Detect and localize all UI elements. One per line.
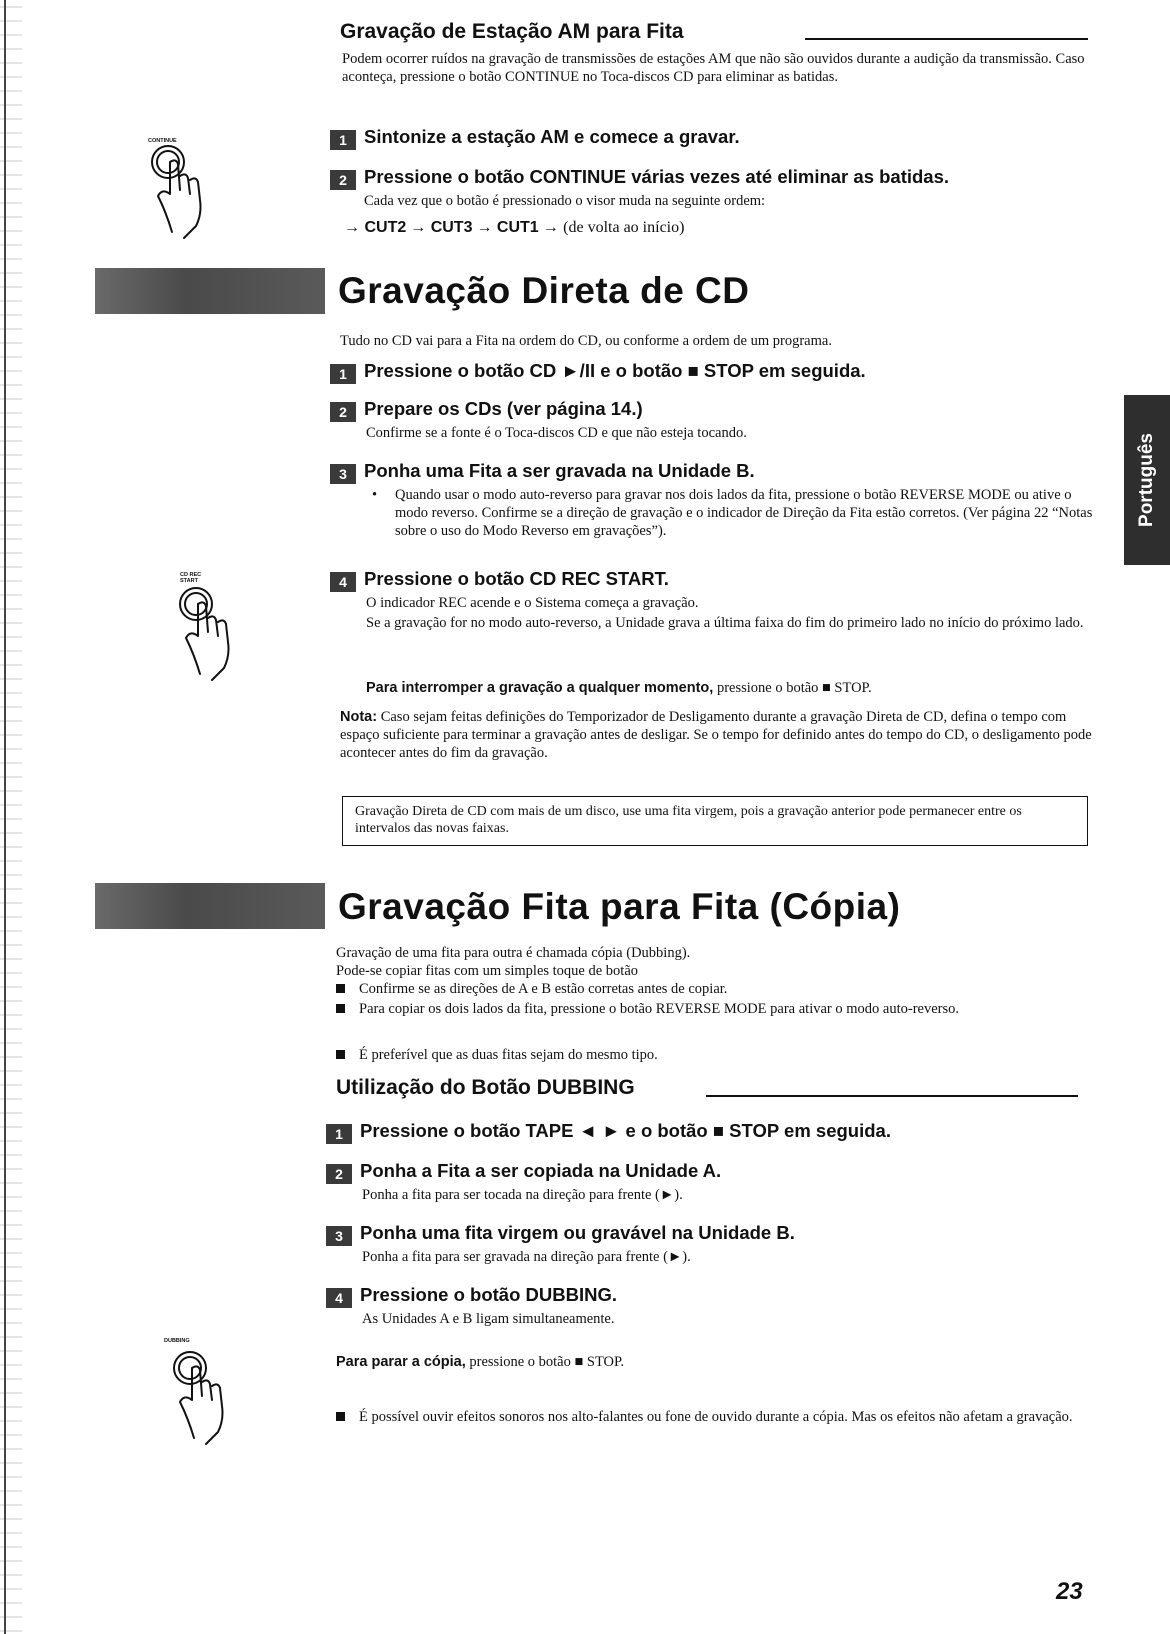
copy-step-3-text: Ponha a fita para ser gravada na direção para frente (►). [362,1249,691,1265]
cd-info-box-text: Gravação Direta de CD com mais de um disco, use uma fita virgem, pois a gravação anterior pode permanecer entre os intervalos das novas faixas. [355,804,1022,836]
step-number: 1 [330,130,356,150]
copy-final-note [336,1408,1099,1426]
copy-section-title: Gravação Fita para Fita (Cópia) [338,886,901,927]
step-number: 3 [330,464,356,484]
cd-interrupt-line [366,680,872,697]
step-number: 4 [326,1288,352,1308]
step-number: 3 [326,1226,352,1246]
sequence-item: CUT2 [364,219,407,236]
cd-step-3 [330,460,755,484]
copy-step-4-text: As Unidades A e B ligam simultaneamente. [362,1311,615,1327]
cd-step-2-text: Confirme se a fonte é o Toca-discos CD e que não esteja tocando. [366,425,747,441]
cd-interrupt-bold: Para interromper a gravação a qualquer momento, [366,680,714,696]
sequence-item: CUT3 [430,219,473,236]
dubbing-icon-label: DUBBING [164,1338,190,1344]
cd-section-bar [95,268,325,314]
am-section-title: Gravação de Estação AM para Fita [340,20,684,43]
square-bullet-icon [336,1050,345,1059]
cd-note [340,708,1100,762]
sequence-item: CUT1 [496,219,539,236]
am-title-rule [805,38,1088,40]
cd-note-label: Nota: [340,709,378,725]
cd-step-3-bullet: Quando usar o modo auto-reverso para gravar nos dois lados da fita, pressione o botão REVERSE MODE ou ative o modo reverso. Confirme se a direção de gravação e o indicador de Direção da Fita estão corretos. (Ver página 22 “Notas sobre o uso do Modo Reverso em gravações”). [395,487,1093,539]
cd-step-4-text-2: Se a gravação for no modo auto-reverso, a Unidade grava a última faixa do fim do primeiro lado no início do próximo lado. [366,615,1084,631]
cd-rec-start-button-hand-icon [168,572,288,682]
copy-intro-1: Gravação de uma fita para outra é chamada cópia (Dubbing). [336,945,691,961]
am-step-2-text: Cada vez que o botão é pressionado o visor muda na seguinte ordem: [364,193,766,209]
language-side-tab [1124,395,1170,565]
step-number: 4 [330,572,356,592]
cd-rec-start-icon-label: CD REC START [180,572,202,584]
dubbing-button-hand-icon [162,1336,282,1446]
dubbing-subtitle: Utilização do Botão DUBBING [336,1076,635,1099]
side-tab-label: Português [1136,433,1157,527]
copy-step-2-text: Ponha a fita para ser tocada na direção para frente (►). [362,1187,683,1203]
cd-section-title: Gravação Direta de CD [338,270,750,311]
cd-interrupt-rest: pressione o botão ■ STOP. [716,680,872,696]
am-step-2-title: Pressione o botão CONTINUE várias vezes até eliminar as batidas. [364,166,950,187]
cd-step-2-title: Prepare os CDs (ver página 14.) [364,398,643,419]
copy-step-2 [326,1160,721,1184]
copy-bullet-3-text: É preferível que as duas fitas sejam do mesmo tipo. [359,1047,658,1063]
page-number: 23 [1056,1578,1083,1605]
step-number: 2 [330,402,356,422]
copy-bullet-2 [336,1000,1079,1018]
copy-bullet-2-text: Para copiar os dois lados da fita, pressione o botão REVERSE MODE para ativar o modo auto-reverso. [359,1001,959,1017]
step-number: 2 [326,1164,352,1184]
step-number: 1 [330,364,356,384]
cd-step-1-title: Pressione o botão CD ►/II e o botão ■ STOP em seguida. [364,360,866,381]
copy-section-bar [95,883,325,929]
copy-stop-bold: Para parar a cópia, [336,1354,466,1370]
step-number: 1 [326,1124,352,1144]
copy-step-1-title: Pressione o botão TAPE ◄ ► e o botão ■ STOP em seguida. [360,1120,891,1141]
copy-step-3 [326,1222,795,1246]
cd-step-3-title: Ponha uma Fita a ser gravada na Unidade B. [364,460,755,481]
square-bullet-icon [336,1004,345,1013]
copy-step-4 [326,1284,617,1308]
cd-info-box [342,796,1088,846]
cd-note-text: Caso sejam feitas definições do Temporizador de Desligamento durante a gravação Direta de CD, defina o tempo com espaço suficiente para terminar a gravação antes de desligar. Se o tempo for definido antes do tempo do CD, o desligamento pode acontecer antes do fim da gravação. [340,709,1092,761]
copy-bullet-1-text: Confirme se as direções de A e B estão corretas antes de copiar. [359,981,728,997]
cd-step-1 [330,360,866,384]
cd-intro-text: Tudo no CD vai para a Fita na ordem do CD, ou conforme a ordem de um programa. [340,333,832,349]
continue-button-hand-icon [140,130,260,240]
am-intro-text: Podem ocorrer ruídos na gravação de transmissões de estações AM que não são ouvidos durante a audição da transmissão. Caso aconteça, pressione o botão CONTINUE no Toca-discos CD para eliminar as batidas. [342,51,1085,85]
copy-stop-line [336,1354,624,1371]
dubbing-subtitle-rule [706,1095,1078,1097]
cd-step-4-title: Pressione o botão CD REC START. [364,568,669,589]
cd-step-3-bullet-dot: • [372,487,378,503]
copy-intro-2: Pode-se copiar fitas com um simples toque de botão [336,963,639,979]
continue-icon-label: CONTINUE [148,138,177,144]
cd-step-4-text-1: O indicador REC acende e o Sistema começa a gravação. [366,595,699,611]
copy-step-2-title: Ponha a Fita a ser copiada na Unidade A. [360,1160,722,1181]
am-step-1 [330,126,740,150]
sequence-end: (de volta ao início) [563,219,685,236]
copy-step-1 [326,1120,891,1144]
copy-final-note-text: É possível ouvir efeitos sonoros nos alto-falantes ou fone de ouvido durante a cópia. Mas os efeitos não afetam a gravação. [359,1409,1073,1425]
page-binding-line [4,0,6,1634]
copy-stop-rest: pressione o botão ■ STOP. [469,1354,625,1370]
am-step-2 [330,166,949,190]
cut-sequence: → CUT2 → CUT3 → CUT1 → (de volta ao início) [344,219,685,236]
copy-step-4-title: Pressione o botão DUBBING. [360,1284,617,1305]
copy-bullet-1 [336,980,1096,998]
square-bullet-icon [336,1412,345,1421]
copy-step-3-title: Ponha uma fita virgem ou gravável na Unidade B. [360,1222,795,1243]
square-bullet-icon [336,984,345,993]
am-step-1-title: Sintonize a estação AM e comece a gravar. [364,126,740,147]
step-number: 2 [330,170,356,190]
cd-step-4 [330,568,669,592]
copy-bullet-3 [336,1046,1096,1064]
cd-step-2 [330,398,643,422]
